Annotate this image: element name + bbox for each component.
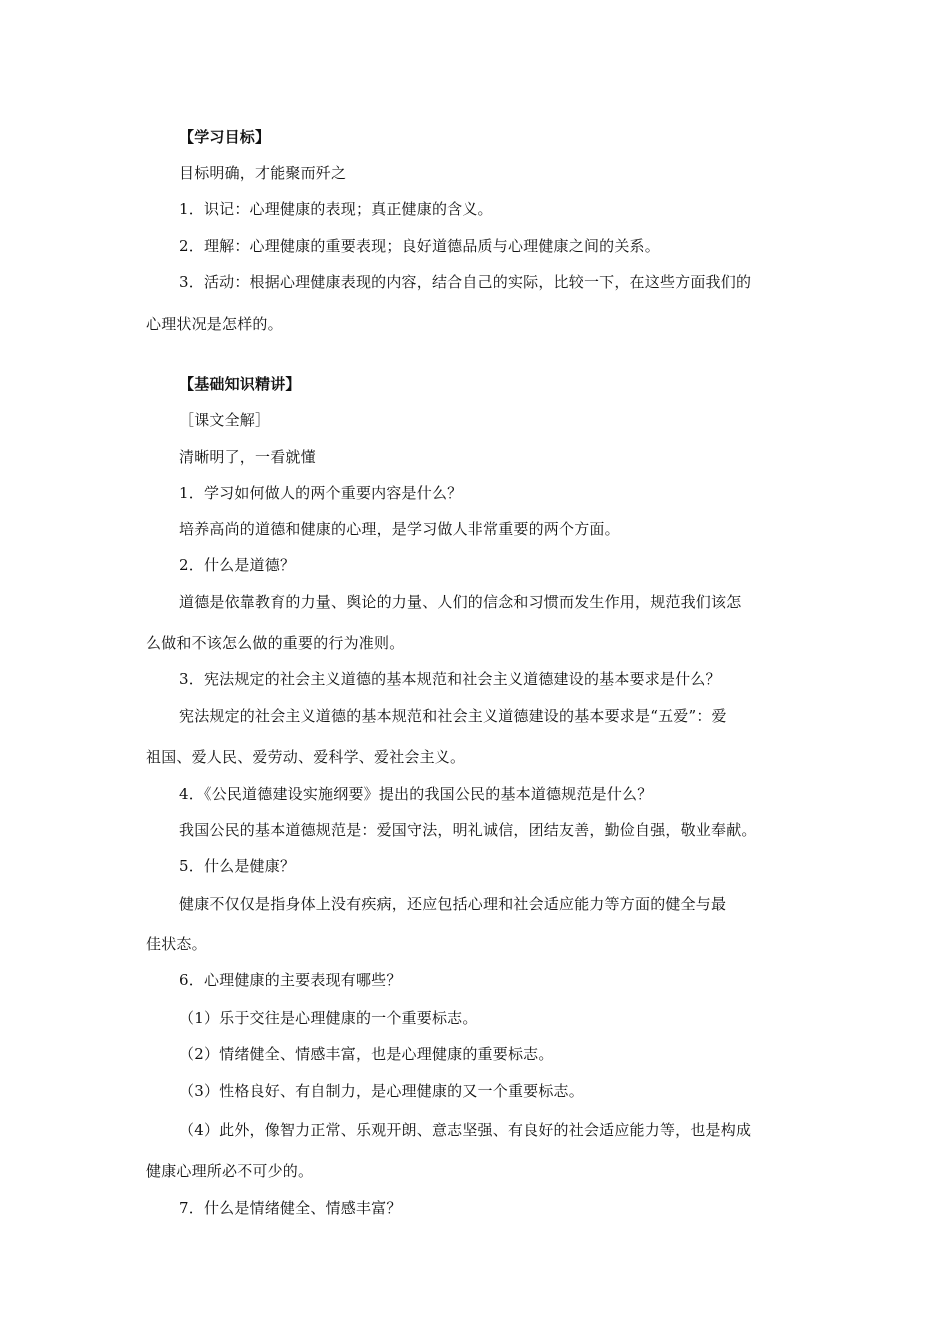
question-7: 7．什么是情绪健全、情感丰富？ [179,1199,402,1217]
answer-2: 道德是依靠教育的力量、舆论的力量、人们的信念和习惯而发生作用，规范我们该怎 [179,593,742,611]
question-6: 6．心理健康的主要表现有哪些？ [179,971,402,989]
answer-3: 宪法规定的社会主义道德的基本规范和社会主义道德建设的基本要求是“五爱”：爱 [179,707,727,725]
question-3: 3．宪法规定的社会主义道德的基本规范和社会主义道德建设的基本要求是什么？ [179,670,721,688]
answer-5-cont: 佳状态。 [146,935,207,953]
goal-item-3-cont: 心理状况是怎样的。 [146,315,283,333]
answer-3-cont: 祖国、爱人民、爱劳动、爱科学、爱社会主义。 [146,748,466,766]
answer-6-item-4-cont: 健康心理所必不可少的。 [146,1162,314,1180]
question-4: 4．《公民道德建设实施纲要》提出的我国公民的基本道德规范是什么？ [179,785,653,803]
question-5: 5．什么是健康？ [179,857,296,875]
question-2: 2．什么是道德？ [179,556,296,574]
goals-intro: 目标明确，才能聚而歼之 [179,164,347,182]
goal-item-2: 2．理解：心理健康的重要表现；良好道德品质与心理健康之间的关系。 [179,237,660,255]
answer-6-item-4: （4）此外，像智力正常、乐观开朗、意志坚强、有良好的社会适应能力等，也是构成 [179,1121,752,1139]
question-1: 1．学习如何做人的两个重要内容是什么？ [179,484,463,502]
answer-6-item-1: （1）乐于交往是心理健康的一个重要标志。 [179,1009,478,1027]
answer-4: 我国公民的基本道德规范是：爱国守法，明礼诚信，团结友善，勤俭自强，敬业奉献。 [179,821,757,839]
answer-6-item-3: （3）性格良好、有自制力，是心理健康的又一个重要标志。 [179,1082,584,1100]
answer-2-cont: 么做和不该怎么做的重要的行为准则。 [146,634,405,652]
lesson-intro: 清晰明了，一看就懂 [179,448,316,466]
answer-6-item-2: （2）情绪健全、情感丰富，也是心理健康的重要标志。 [179,1045,554,1063]
answer-5: 健康不仅仅是指身体上没有疾病，还应包括心理和社会适应能力等方面的健全与最 [179,895,727,913]
answer-1: 培养高尚的道德和健康的心理，是学习做人非常重要的两个方面。 [179,520,620,538]
knowledge-heading: 【基础知识精讲】 [179,375,301,393]
goal-item-3: 3．活动：根据心理健康表现的内容，结合自己的实际，比较一下，在这些方面我们的 [179,273,752,291]
goals-heading: 【学习目标】 [179,128,271,146]
lesson-heading: ［课文全解］ [179,411,271,429]
goal-item-1: 1．识记：心理健康的表现；真正健康的含义。 [179,200,493,218]
